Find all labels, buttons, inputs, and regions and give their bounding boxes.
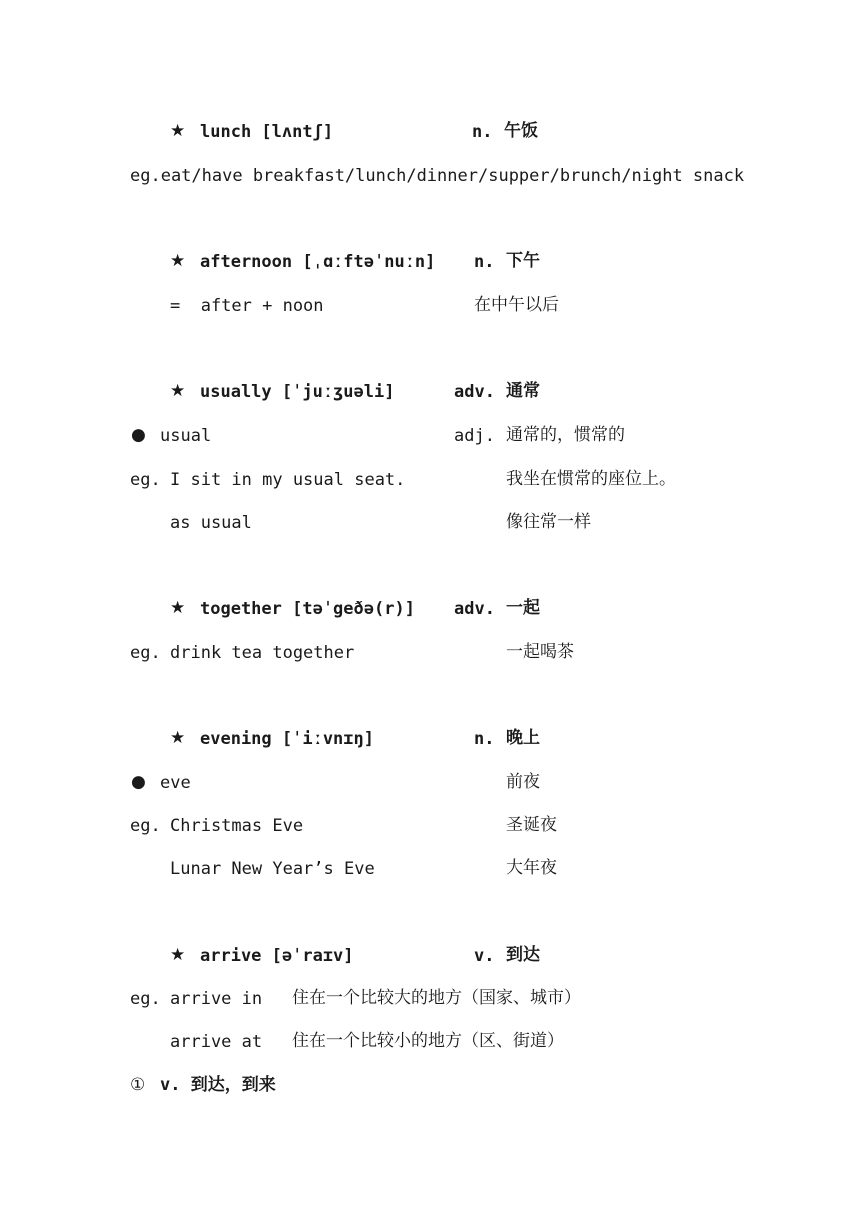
sense-number: ① bbox=[130, 1075, 146, 1095]
formula-meaning-afternoon: 在中午以后 bbox=[474, 295, 559, 315]
derived-eve: eve bbox=[160, 773, 191, 793]
star-icon: ★ bbox=[170, 598, 186, 618]
example-usually-2-cn: 像往常一样 bbox=[506, 512, 591, 532]
bullet-icon: ● bbox=[131, 772, 146, 792]
meaning-together: 一起 bbox=[506, 598, 540, 618]
meaning-lunch: 午饭 bbox=[504, 121, 538, 141]
star-icon: ★ bbox=[170, 251, 186, 271]
eg-label: eg. bbox=[130, 989, 161, 1009]
sense-arrive: v. 到达，到来 bbox=[160, 1075, 276, 1095]
pos-afternoon: n. bbox=[474, 252, 495, 272]
eg-label: eg. bbox=[130, 643, 161, 663]
example-evening-2: Lunar New Year’s Eve bbox=[170, 859, 375, 879]
example-lunch: eg.eat/have breakfast/lunch/dinner/supper/brunch/night snack bbox=[130, 166, 745, 186]
example-arrive-2: arrive at bbox=[170, 1032, 263, 1052]
meaning-usually: 通常 bbox=[506, 381, 540, 401]
meaning-arrive: 到达 bbox=[506, 945, 540, 965]
derived-meaning-usual: 通常的，惯常的 bbox=[506, 425, 625, 445]
star-icon: ★ bbox=[170, 945, 186, 965]
headword-evening: evening [ˈiːvnɪŋ] bbox=[200, 729, 374, 749]
formula-afternoon: = after + noon bbox=[170, 296, 324, 316]
example-evening-1-cn: 圣诞夜 bbox=[506, 815, 557, 835]
headword-usually: usually [ˈjuːʒuəli] bbox=[200, 382, 395, 402]
headword-arrive: arrive [əˈraɪv] bbox=[200, 946, 354, 966]
headword-lunch: lunch [lʌntʃ] bbox=[200, 122, 334, 142]
example-arrive-1: arrive in bbox=[170, 989, 263, 1009]
meaning-afternoon: 下午 bbox=[506, 251, 540, 271]
eg-label: eg. bbox=[130, 816, 161, 836]
example-evening-2-cn: 大年夜 bbox=[506, 858, 557, 878]
example-arrive-1-cn: 住在一个比较大的地方（国家、城市） bbox=[292, 988, 581, 1008]
pos-lunch: n. bbox=[472, 122, 493, 142]
example-usually-2: as usual bbox=[170, 513, 252, 533]
headword-afternoon: afternoon [ˌɑːftəˈnuːn] bbox=[200, 252, 436, 272]
meaning-evening: 晚上 bbox=[506, 728, 540, 748]
pos-arrive: v. bbox=[474, 946, 495, 966]
pos-together: adv. bbox=[454, 599, 495, 619]
bullet-icon: ● bbox=[131, 425, 146, 445]
example-usually-1: I sit in my usual seat. bbox=[170, 470, 406, 490]
star-icon: ★ bbox=[170, 381, 186, 401]
example-usually-1-cn: 我坐在惯常的座位上。 bbox=[506, 469, 676, 489]
derived-usual: usual bbox=[160, 426, 212, 446]
example-evening-1: Christmas Eve bbox=[170, 816, 304, 836]
eg-label: eg. bbox=[130, 470, 161, 490]
derived-pos-usual: adj. bbox=[454, 426, 495, 446]
example-together-1-cn: 一起喝茶 bbox=[506, 642, 574, 662]
pos-evening: n. bbox=[474, 729, 495, 749]
star-icon: ★ bbox=[170, 121, 186, 141]
example-arrive-2-cn: 住在一个比较小的地方（区、街道） bbox=[292, 1031, 564, 1051]
derived-meaning-eve: 前夜 bbox=[506, 772, 540, 792]
example-together-1: drink tea together bbox=[170, 643, 355, 663]
pos-usually: adv. bbox=[454, 382, 495, 402]
star-icon: ★ bbox=[170, 728, 186, 748]
headword-together: together [təˈgeðə(r)] bbox=[200, 599, 415, 619]
